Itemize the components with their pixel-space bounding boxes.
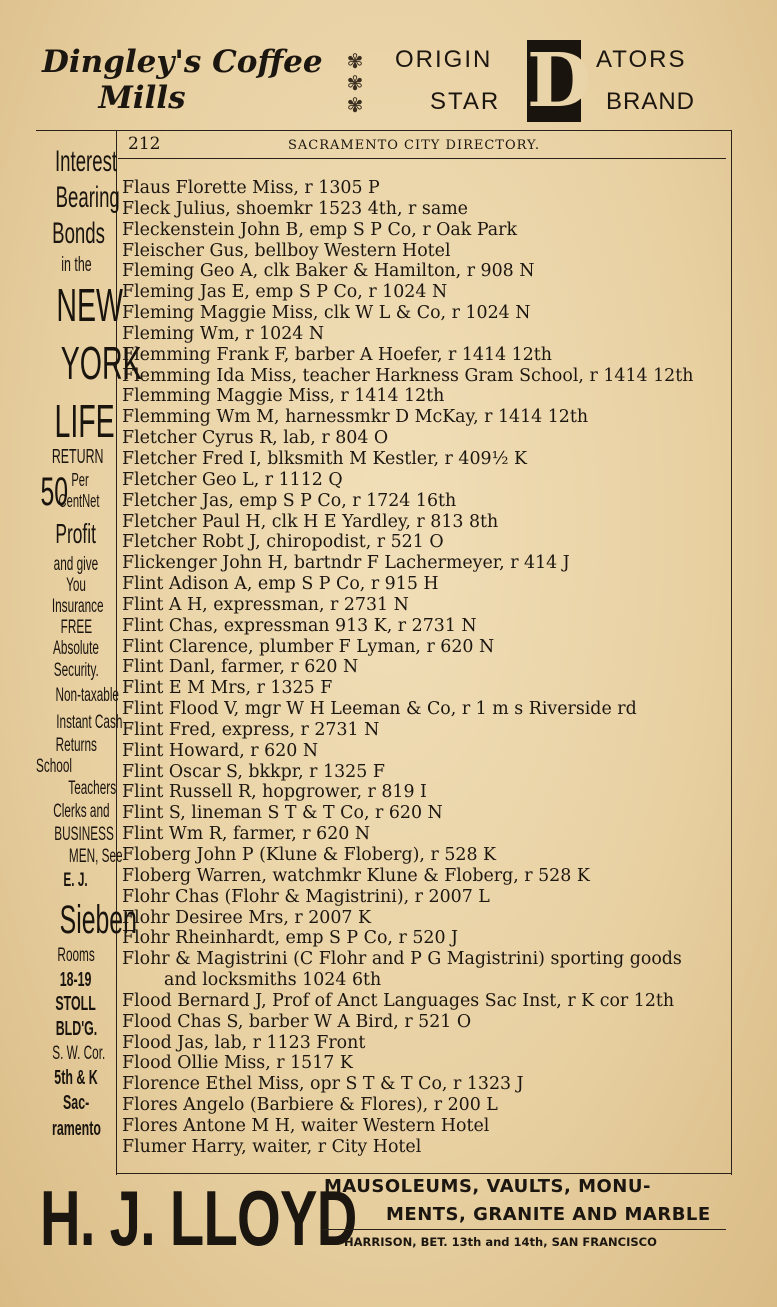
directory-entry: Flumer Harry, waiter, r City Hotel <box>122 1136 422 1157</box>
directory-entry: and locksmiths 1024 6th <box>164 970 382 991</box>
directory-entry: Fletcher Robt J, chiropodist, r 521 O <box>122 532 444 553</box>
originators-part1: ORIGIN <box>395 46 493 73</box>
ad-line: Clerks and <box>53 801 110 822</box>
lloyd-ad-line2: MENTS, GRANITE AND MARBLE <box>386 1204 711 1225</box>
ad-line: Instant Cash <box>56 712 123 733</box>
directory-entry: Flemming Ida Miss, teacher Harkness Gram School, r 1414 12th <box>122 365 694 386</box>
big-d-block-letter: D <box>527 38 592 124</box>
directory-entry: Floberg Warren, watchmkr Klune & Floberg, r 528 K <box>122 865 590 886</box>
ad-line: Security. <box>53 660 99 681</box>
ad-line: Non-taxable <box>55 685 119 706</box>
coffee-mills-ad <box>42 44 332 116</box>
fleuron-ornament-icon: ✾ ✾ ✾ <box>346 49 364 117</box>
ad-line: YORK <box>60 337 142 389</box>
ad-line: Interest <box>55 145 118 178</box>
ad-line: Absolute <box>53 638 99 659</box>
directory-entry: Fletcher Fred I, blksmith M Kestler, r 409½ K <box>122 448 527 469</box>
ad-line: E. J. <box>63 870 89 891</box>
directory-entry: Flohr Chas (Flohr & Magistrini), r 2007 L <box>122 886 490 907</box>
ad-line: ramento <box>51 1118 101 1140</box>
ad-line: BLD'G. <box>55 1018 97 1040</box>
directory-entry: Flint Russell R, hopgrower, r 819 I <box>122 782 427 803</box>
directory-entry: Flores Antone M H, waiter Western Hotel <box>122 1115 490 1136</box>
lloyd-ad-address: HARRISON, BET. 13th and 14th, SAN FRANCISCO <box>344 1235 657 1249</box>
directory-entry: Flood Bernard J, Prof of Anct Languages Sac Inst, r K cor 12th <box>122 990 675 1011</box>
directory-entry: Fletcher Cyrus R, lab, r 804 O <box>122 428 389 449</box>
directory-entry: Fleming Maggie Miss, clk W L & Co, r 1024 N <box>122 303 531 324</box>
ad-line: STOLL <box>55 993 97 1015</box>
ad-line: Teachers <box>68 778 116 799</box>
directory-entry: Fleming Jas E, emp S P Co, r 1024 N <box>122 282 448 303</box>
ad-line: Bearing <box>55 181 120 214</box>
directory-entry: Fleming Wm, r 1024 N <box>122 323 325 344</box>
directory-entry: Flint Chas, expressman 913 K, r 2731 N <box>122 615 477 636</box>
ad-line: Returns <box>55 735 97 756</box>
ad-line: Sieben <box>59 898 137 942</box>
directory-entry: Fleckenstein John B, emp S P Co, r Oak Park <box>122 219 518 240</box>
directory-entry: Fletcher Geo L, r 1112 Q <box>122 469 343 490</box>
lloyd-ad-rule <box>322 1229 726 1230</box>
directory-entry: Flickenger John H, bartndr F Lachermeyer, r 414 J <box>122 553 570 574</box>
directory-entry: Flood Jas, lab, r 1123 Front <box>122 1032 366 1053</box>
lloyd-name: H. J. LLOYD <box>40 1174 357 1262</box>
directory-entry: Fleck Julius, shoemkr 1523 4th, r same <box>122 198 468 219</box>
ad-line: You <box>66 575 86 596</box>
page-number: 212 <box>128 134 161 154</box>
directory-entry: Flint E M Mrs, r 1325 F <box>122 678 333 699</box>
directory-entry: Flint A H, expressman, r 2731 N <box>122 594 409 615</box>
ad-line: Rooms <box>57 945 95 966</box>
ad-line: School <box>36 756 73 777</box>
ad-line: and give <box>53 554 99 575</box>
ad-line: Insurance <box>51 596 104 617</box>
ad-line: in the <box>60 254 92 276</box>
directory-entry: Flood Ollie Miss, r 1517 K <box>122 1053 353 1074</box>
ad-line: BUSINESS <box>54 824 114 845</box>
directory-entry: Flint Adison A, emp S P Co, r 915 H <box>122 574 439 595</box>
ad-line: S. W. Cor. <box>52 1043 106 1064</box>
directory-entry: Flohr & Magistrini (C Flohr and P G Magistrini) sporting goods <box>122 949 682 970</box>
ad-line: NEW <box>56 279 123 331</box>
originators-part2: ATORS <box>596 46 687 73</box>
header-rule <box>118 158 726 159</box>
ad-line: RETURN <box>51 446 104 468</box>
directory-entry: Flint Fred, express, r 2731 N <box>122 719 380 740</box>
directory-entry: Flaus Florette Miss, r 1305 P <box>122 178 380 198</box>
ad-line: 5th & K <box>54 1067 98 1089</box>
directory-entries <box>122 178 732 1158</box>
ad-line: Sac- <box>62 1092 90 1114</box>
directory-entry: Flint Danl, farmer, r 620 N <box>122 657 359 678</box>
directory-entry: Florence Ethel Miss, opr S T & T Co, r 1323 J <box>122 1074 524 1095</box>
ad-line: 18-19 <box>60 969 92 991</box>
star-brand-part2: BRAND <box>606 88 696 115</box>
side-ad-top-rule <box>36 130 116 131</box>
directory-entry: Flemming Frank F, barber A Hoefer, r 1414 12th <box>122 344 552 365</box>
directory-entry: Flint Oscar S, bkkpr, r 1325 F <box>122 761 385 782</box>
directory-entry: Flint S, lineman S T & T Co, r 620 N <box>122 803 443 824</box>
directory-entry: Fleischer Gus, bellboy Western Hotel <box>122 240 451 261</box>
ad-line: Bonds <box>52 217 105 250</box>
directory-entry: Flemming Wm M, harnessmkr D McKay, r 1414 12th <box>122 407 589 428</box>
directory-entry: Flint Howard, r 620 N <box>122 740 319 761</box>
ad-line: FREE <box>60 617 92 638</box>
directory-entry: Flood Chas S, barber W A Bird, r 521 O <box>122 1011 472 1032</box>
ad-line: Profit <box>55 518 97 549</box>
coffee-ad-line2: Mills <box>98 80 186 116</box>
directory-entry: Fleming Geo A, clk Baker & Hamilton, r 908 N <box>122 261 535 282</box>
directory-entry: Fletcher Jas, emp S P Co, r 1724 16th <box>122 490 457 511</box>
lloyd-ad-line1: MAUSOLEUMS, VAULTS, MONU- <box>324 1176 651 1197</box>
directory-entry: Floberg John P (Klune & Floberg), r 528 K <box>122 845 497 865</box>
directory-entry: Flohr Desiree Mrs, r 2007 K <box>122 907 372 928</box>
coffee-ad-line1: Dingley's Coffee <box>42 44 323 80</box>
directory-entry: Flint Flood V, mgr W H Leeman & Co, r 1 m s Riverside rd <box>122 699 637 720</box>
directory-entry: Flohr Rheinhardt, emp S P Co, r 520 J <box>122 928 459 949</box>
ad-line-50: 50 Per CentNet <box>40 470 100 514</box>
star-brand-part1: STAR <box>430 88 501 115</box>
directory-entry: Fletcher Paul H, clk H E Yardley, r 813 8th <box>122 511 499 532</box>
directory-entry: Flores Angelo (Barbiere & Flores), r 200 L <box>122 1095 498 1116</box>
ad-line: LIFE <box>54 395 115 447</box>
directory-entry: Flint Wm R, farmer, r 620 N <box>122 824 371 845</box>
directory-entry: Flemming Maggie Miss, r 1414 12th <box>122 386 445 407</box>
directory-entry: Flint Clarence, plumber F Lyman, r 620 N <box>122 636 495 657</box>
running-head: SACRAMENTO CITY DIRECTORY. <box>288 138 541 153</box>
new-york-life-ad <box>36 145 142 1142</box>
ad-line: MEN, See <box>68 846 123 867</box>
